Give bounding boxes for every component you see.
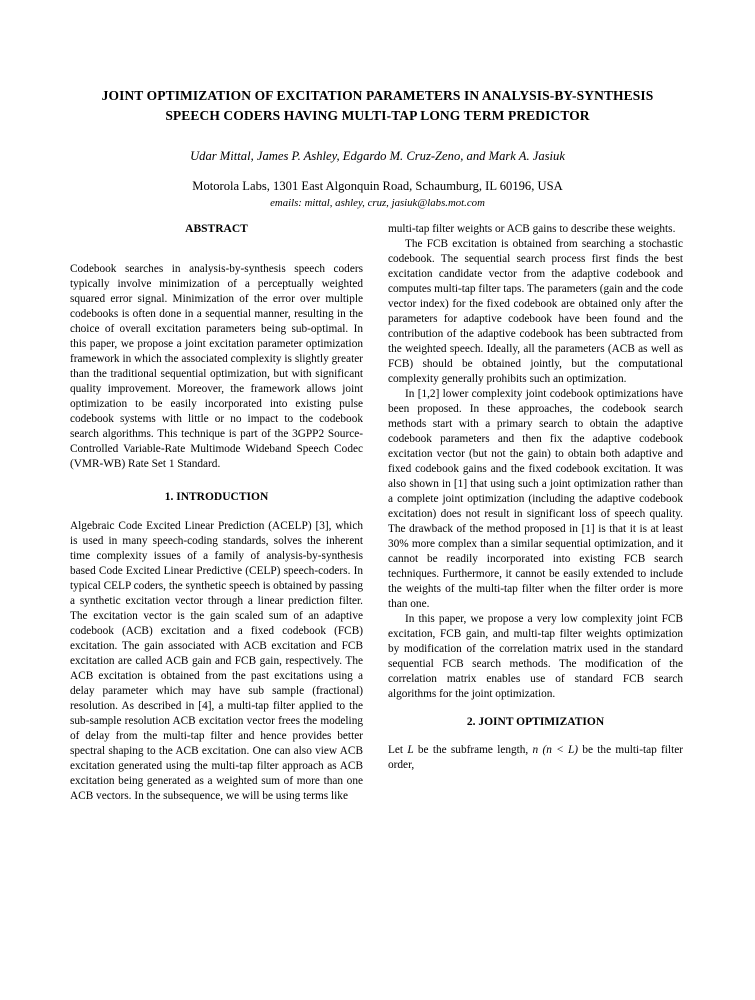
emails-line: emails: mittal, ashley, cruz, jasiuk@labs.mot.com bbox=[270, 197, 485, 209]
paper-title-line-2: SPEECH CODERS HAVING MULTI-TAP LONG TERM PREDICTOR bbox=[165, 108, 590, 123]
authors-line: Udar Mittal, James P. Ashley, Edgardo M. Cruz-Zeno, and Mark A. Jasiuk bbox=[190, 149, 565, 163]
abstract-paragraph: Codebook searches in analysis-by-synthesis speech coders typically involve minimization of a perceptually weighted squared error signal. Minimization of the error over multiple codebooks is often done in a sequential manner, resulting in the choice of overall excitation parameters being sub-optimal. In this paper, we propose a joint excitation parameter optimization framework in which the associated complexity is slightly greater than the traditional sequential optimization, but with significant quality improvement. Moreover, the framework allows joint optimization to be easily incorporated into existing pulse codebook systems with little or no impact to the codebook search algorithms. This technique is part of the 3GPP2 Source-Controlled Variable-Rate Multimode Wideband Speech Codec (VMR-WB) Rate Set 1 Standard. bbox=[70, 263, 363, 470]
fcb-paragraph: The FCB excitation is obtained from searching a stochastic codebook. The sequential search process first finds the best excitation candidate vector from the adaptive codebook and computes multi-tap filter taps. The parameters (gain and the code vector index) for the fixed codebook are obtained only after the parameters for adaptive codebook have been found and the contribution of the adaptive codebook has been subtracted from the weighted speech. Ideally, all the parameters (ACB as well as FCB) should be obtained jointly, but the computational complexity generally prohibits such an optimization. bbox=[388, 238, 683, 385]
abstract-heading: ABSTRACT bbox=[185, 223, 248, 235]
introduction-paragraph: Algebraic Code Excited Linear Prediction (ACELP) [3], which is used in many speech-coding standards, solves the inherent time complexity issues of a family of analysis-by-synthesis based Code Excited Linear Predictive (CELP) speech-coders. In typical CELP coders, the synthetic speech is obtained by passing a synthetic excitation vector through a linear prediction filter. The excitation vector is the gain scaled sum of an adaptive codebook (ACB) excitation and a fixed codebook (FCB) excitation. The gain associated with ACB excitation and FCB excitation are called ACB gain and FCB gain, respectively. The ACB excitation is obtained from the past excitations using a delay parameter which may have sub sample (fractional) resolution. As described in [4], a multi-tap filter applied to the sub-sample resolution ACB excitation vector frees the modeling of delay from the multi-tap filter and hence provides better spectral shaping to the ACB excitation. One can also view ACB excitation generated using the multi-tap filter approach as ACB excitation being generated as a weighted sum of more than one ACB vectors. In the subsequence, we will be using terms like bbox=[70, 520, 363, 802]
introduction-heading: 1. INTRODUCTION bbox=[164, 491, 269, 503]
paper-title bbox=[36, 86, 719, 126]
subframe-paragraph: Let L be the subframe length, n (n < L) be the multi-tap filter order, bbox=[388, 744, 683, 771]
paper-title-line-1: JOINT OPTIMIZATION OF EXCITATION PARAMETERS IN ANALYSIS-BY-SYNTHESIS bbox=[101, 88, 654, 103]
joint-optimization-heading: 2. JOINT OPTIMIZATION bbox=[466, 716, 605, 728]
proposal-paragraph: In this paper, we propose a very low complexity joint FCB excitation, FCB gain, and multi-tap filter weights optimization by modification of the correlation matrix used in the standard sequential FCB search methods. The modification of the correlation matrix enables use of standard FCB search algorithms for the joint optimization. bbox=[388, 613, 683, 700]
left-column bbox=[70, 222, 363, 804]
right-column bbox=[388, 222, 683, 773]
joint-codebook-paragraph: In [1,2] lower complexity joint codebook optimizations have been proposed. In these approaches, the codebook search methods start with a primary search to obtain the adaptive codebook parameters and then fix the adaptive codebook excitation vector (but not the gain) to obtain both adaptive and fixed codebook gains and the fixed codebook excitation. It was also shown in [1] that using such a joint optimization rather than a complete joint optimization (including the adaptive codebook excitation) does not result in significant loss of speech quality. The drawback of the method proposed in [1] is that it is at least 30% more complex than a similar sequential optimization, and it cannot be readily incorporated into existing FCB search techniques. Furthermore, it cannot be easily extended to include the weights of the multi-tap filter when the filter order is more than one. bbox=[388, 388, 683, 610]
affiliation-line: Motorola Labs, 1301 East Algonquin Road, Schaumburg, IL 60196, USA bbox=[192, 179, 563, 193]
continuation-paragraph: multi-tap filter weights or ACB gains to describe these weights. bbox=[388, 223, 676, 235]
